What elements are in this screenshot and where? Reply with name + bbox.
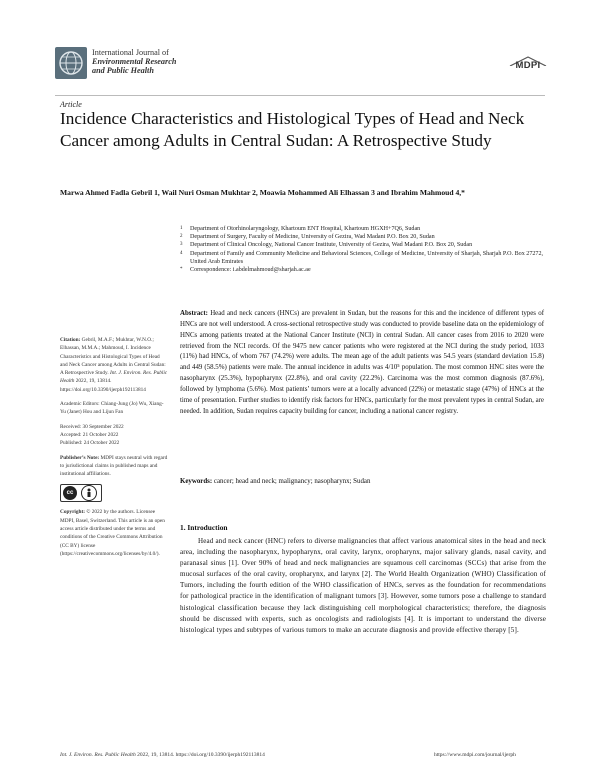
citation-tail[interactable]: 2022, 19, 13814. https://doi.org/10.3390/ijerph192113814 (60, 378, 146, 393)
affiliation-number: * (180, 267, 183, 273)
keywords (180, 477, 544, 486)
abstract (180, 309, 544, 417)
footer-journal: Int. J. Environ. Res. Public Health (60, 752, 136, 758)
journal-name-line2: Environmental Research (92, 57, 177, 66)
cc-by-license-badge[interactable] (60, 484, 102, 502)
keywords-text: cancer; head and neck; malignancy; nasopharynx; Sudan (213, 478, 371, 485)
globe-icon (55, 47, 87, 79)
footer-citation (60, 752, 265, 758)
article-type: Article (60, 100, 82, 109)
affiliation-text: Department of Surgery, Faculty of Medicine, University of Gezira, Wad Madani P.O. Box 20, Sudan (190, 234, 435, 241)
copyright-label: Copyright: (60, 509, 86, 516)
citation-journal: Int. J. Environ. Res. Public Health (60, 370, 168, 385)
date-published: Published: 24 October 2022 (60, 440, 120, 447)
journal-name-line1: International Journal of (92, 48, 169, 57)
publisher-name: MDPI (515, 60, 541, 71)
copyright-block (60, 508, 168, 558)
affiliation-text: Department of Clinical Oncology, National Cancer Institute, University of Gezira, Wad Madani P.O. Box 20, Sudan (190, 242, 473, 249)
publisher-note-label: Publisher’s Note: (60, 454, 100, 461)
academic-editors: Academic Editors: Chiang-Jung (Jo) Wu, Xiang-Yu (Janet) Hou and Lijun Fan (60, 401, 164, 416)
affiliation-text: Department of Otorhinolaryngology, Khartoum ENT Hospital, Khartoum HGXH+7Q6, Sudan (190, 226, 421, 232)
publisher-note (60, 454, 168, 479)
affiliation-number: 3 (180, 242, 183, 248)
affiliation-text: Correspondence: i.abdelmahmoud@sharjah.ac.ae (190, 267, 311, 274)
publisher-note-text: MDPI stays neutral with regard to jurisdictional claims in published maps and institutional affiliations. (60, 454, 168, 478)
attribution-icon (81, 485, 97, 501)
abstract-label: Abstract: (180, 310, 208, 317)
date-accepted: Accepted: 21 October 2022 (60, 431, 119, 438)
affiliation-number: 1 (180, 226, 183, 231)
citation-text: Gebril, M.A.F.; Mukhtar, W.N.O.; Elhassan, M.M.A.; Mahmoud, I. Incidence Characteristics and Histological Types of Head and Neck Cancer among Adults in Central Sudan: A Retrospective Study. (60, 337, 166, 377)
affiliation-number: 4 (180, 250, 183, 256)
affiliation-number: 2 (180, 234, 183, 240)
abstract-text: Head and neck cancers (HNCs) are prevalent in Sudan, but the reasons for this and the incidence of different types of HNCs are not well understood. A cross-sectional retrospective study was conducted to provide baseline data on the epidemiology of HNCs among patients treated at the National Cancer Institute (NCI) in central Sudan. All cancer cases from 2016 to 2020 were retrieved from the NCI records. Of the 9475 new cancer patients who were registered at the NCI during the study period, 1033 (11%) had HNCs, of whom 767 (74.2%) were adults. The mean age of the adult patients was 54.5 years (standard deviation 15.8) and 449 (58.5%) patients were male. The annual incidence in adults was 4/10⁵ population. The most common HNC sites were the nasopharynx (25.3%), hypopharynx (22.8%), and oral cavity (22.2%). Carcinoma was the most common diagnosis (87.6%), followed by lymphoma (5.6%). Most patients’ tumors were at a locally advanced (22%) or metastatic stage (47%) of HNCs at the time of presentation. Further studies to identify risk factors for HNCs, particularly for the most prevalent types in central Sudan, are needed. In addition, Sudan requires capacity building for cancer, including a national cancer registry. (180, 310, 544, 415)
affiliation-text: Department of Family and Community Medicine and Behavioral Sciences, College of Medicine, University of Sharjah, Sharjah P.O. Box 27272, United Arab Emirates (190, 250, 544, 265)
section-heading-introduction: 1. Introduction (180, 523, 228, 532)
affiliation-item (180, 225, 550, 233)
keywords-label: Keywords: (180, 478, 213, 485)
introduction-paragraph: Head and neck cancer (HNC) refers to diverse malignancies that affect various anatomical sites in the head and neck area, including the nasopharynx, hypopharynx, oral cavity, larynx, oropharynx, major salivary glands, nasal cavity, and paranasal sinus [1]. Over 90% of head and neck malignancies are squamous cell carcinomas (SCCs) that arise from the mucosal surfaces of the oral cavity, oropharynx, and larynx [2]. The World Health Organization (WHO) Classification of Tumors, including the fourth edition of the WHO classification of HNCs, serves as the foundation for recommendations for pathological practice in the identification of malignant tumors [3]. However, some tumors pose a challenge to standard histological classification because they lack distinguishing cell morphological characteristics; therefore, the diagnosis should be discussed with experts, such as oncologists and radiologists [4]. It is important to understand the diverse histological types and subtypes of various tumors to make an accurate diagnosis and provide effective therapy [5]. (180, 537, 546, 634)
header-divider (55, 95, 545, 96)
affiliation-item (180, 266, 550, 274)
citation-label: Citation: (60, 337, 81, 343)
date-received: Received: 30 September 2022 (60, 423, 124, 430)
journal-name (92, 48, 252, 75)
article-title: Incidence Characteristics and Histological Types of Head and Neck Cancer among Adults in Central Sudan: A Retrospective Study (60, 109, 525, 150)
footer-doi[interactable]: 2022, 19, 13814. https://doi.org/10.3390/ijerph192113814 (137, 752, 265, 758)
citation-block (60, 336, 168, 394)
affiliations (180, 225, 550, 274)
sidebar (60, 336, 168, 564)
affiliation-item (180, 241, 550, 249)
cc-icon: cc (63, 486, 77, 500)
affiliation-item (180, 233, 550, 241)
introduction-body (180, 536, 546, 636)
affiliation-item (180, 250, 550, 266)
footer-journal-url[interactable]: https://www.mdpi.com/journal/ijerph (434, 752, 516, 758)
journal-name-line3: and Public Health (92, 66, 154, 75)
copyright-text: © 2022 by the authors. Licensee MDPI, Basel, Switzerland. This article is an open access article distributed under the terms and conditions of the Creative Commons Attribution (CC BY) license (https://creativecommons.org/licenses/by/4.0/). (60, 509, 165, 557)
author-list: Marwa Ahmed Fadla Gebril 1, Wail Nuri Osman Mukhtar 2, Moawia Mohammed Ali Elhassan 3 and Ibrahim Mahmoud 4,* (60, 188, 465, 197)
journal-logo (55, 47, 87, 79)
